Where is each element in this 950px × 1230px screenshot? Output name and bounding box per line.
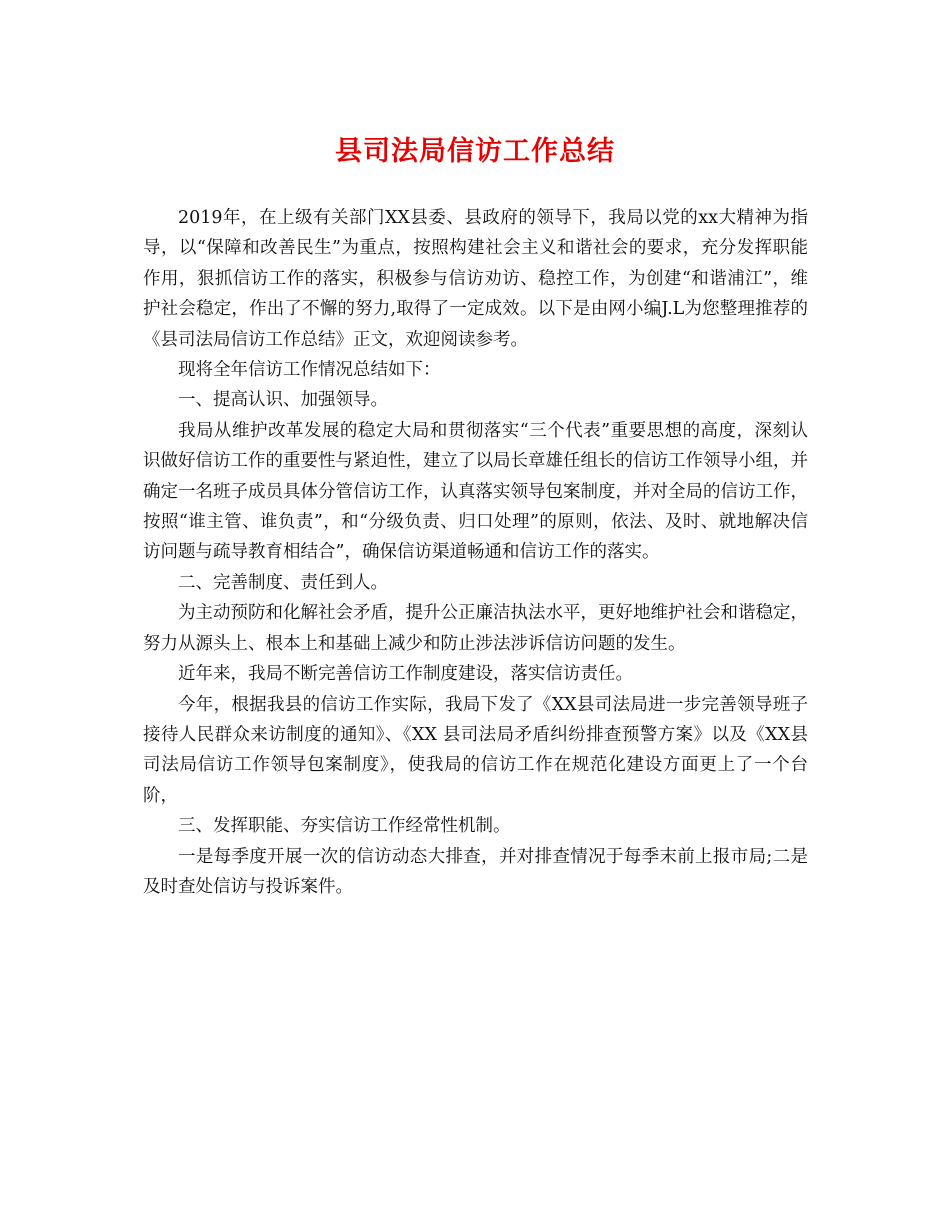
- section-heading-1: 一、提高认识、加强领导。: [178, 390, 388, 411]
- paragraph-section-3: 一是每季度开展一次的信访动态大排查，并对排查情况于每季末前上报市局;二是及时查处信访与投诉案件。: [143, 846, 808, 897]
- document-body: [143, 203, 808, 902]
- paragraph-intro: 2019年，在上级有关部门XX县委、县政府的领导下，我局以党的xx大精神为指导，以“保障和改善民生”为重点，按照构建社会主义和谐社会的要求，充分发挥职能作用，狠抓信访工作的落实，积极参与信访劝访、稳控工作，为创建“和谐浦江”，维护社会稳定，作出了不懈的努力,取得了一定成效。以下是由网小编J.L为您整理推荐的《县司法局信访工作总结》正文，欢迎阅读参考。: [143, 208, 808, 350]
- page-title: 县司法局信访工作总结: [335, 136, 615, 167]
- paragraph-section-1: 我局从维护改革发展的稳定大局和贯彻落实“三个代表”重要思想的高度，深刻认识做好信访工作的重要性与紧迫性，建立了以局长章雄任组长的信访工作领导小组，并确定一名班子成员具体分管信访工作，认真落实领导包案制度，并对全局的信访工作，按照“谁主管、谁负责”，和“分级负责、归口处理”的原则，依法、及时、就地解决信访问题与疏导教育相结合”，确保信访渠道畅通和信访工作的落实。: [143, 420, 808, 563]
- paragraph-summary-lead: 现将全年信访工作情况总结如下：: [178, 360, 441, 381]
- paragraph-section-2b: 近年来，我局不断完善信访工作制度建设，落实信访责任。: [178, 664, 633, 685]
- section-heading-3: 三、发挥职能、夯实信访工作经常性机制。: [178, 816, 511, 837]
- paragraph-section-2c: 今年，根据我县的信访工作实际，我局下发了《XX县司法局进一步完善领导班子接待人民群众来访制度的通知》、《XX 县司法局矛盾纠纷排查预警方案》以及《XX县司法局信访工作领导包案制度》，使我局的信访工作在规范化建设方面更上了一个台阶，: [143, 694, 808, 806]
- paragraph-section-2a: 为主动预防和化解社会矛盾，提升公正廉洁执法水平，更好地维护社会和谐稳定，努力从源头上、根本上和基础上减少和防止涉法涉诉信访问题的发生。: [143, 603, 808, 654]
- section-heading-2: 二、完善制度、责任到人。: [178, 572, 388, 593]
